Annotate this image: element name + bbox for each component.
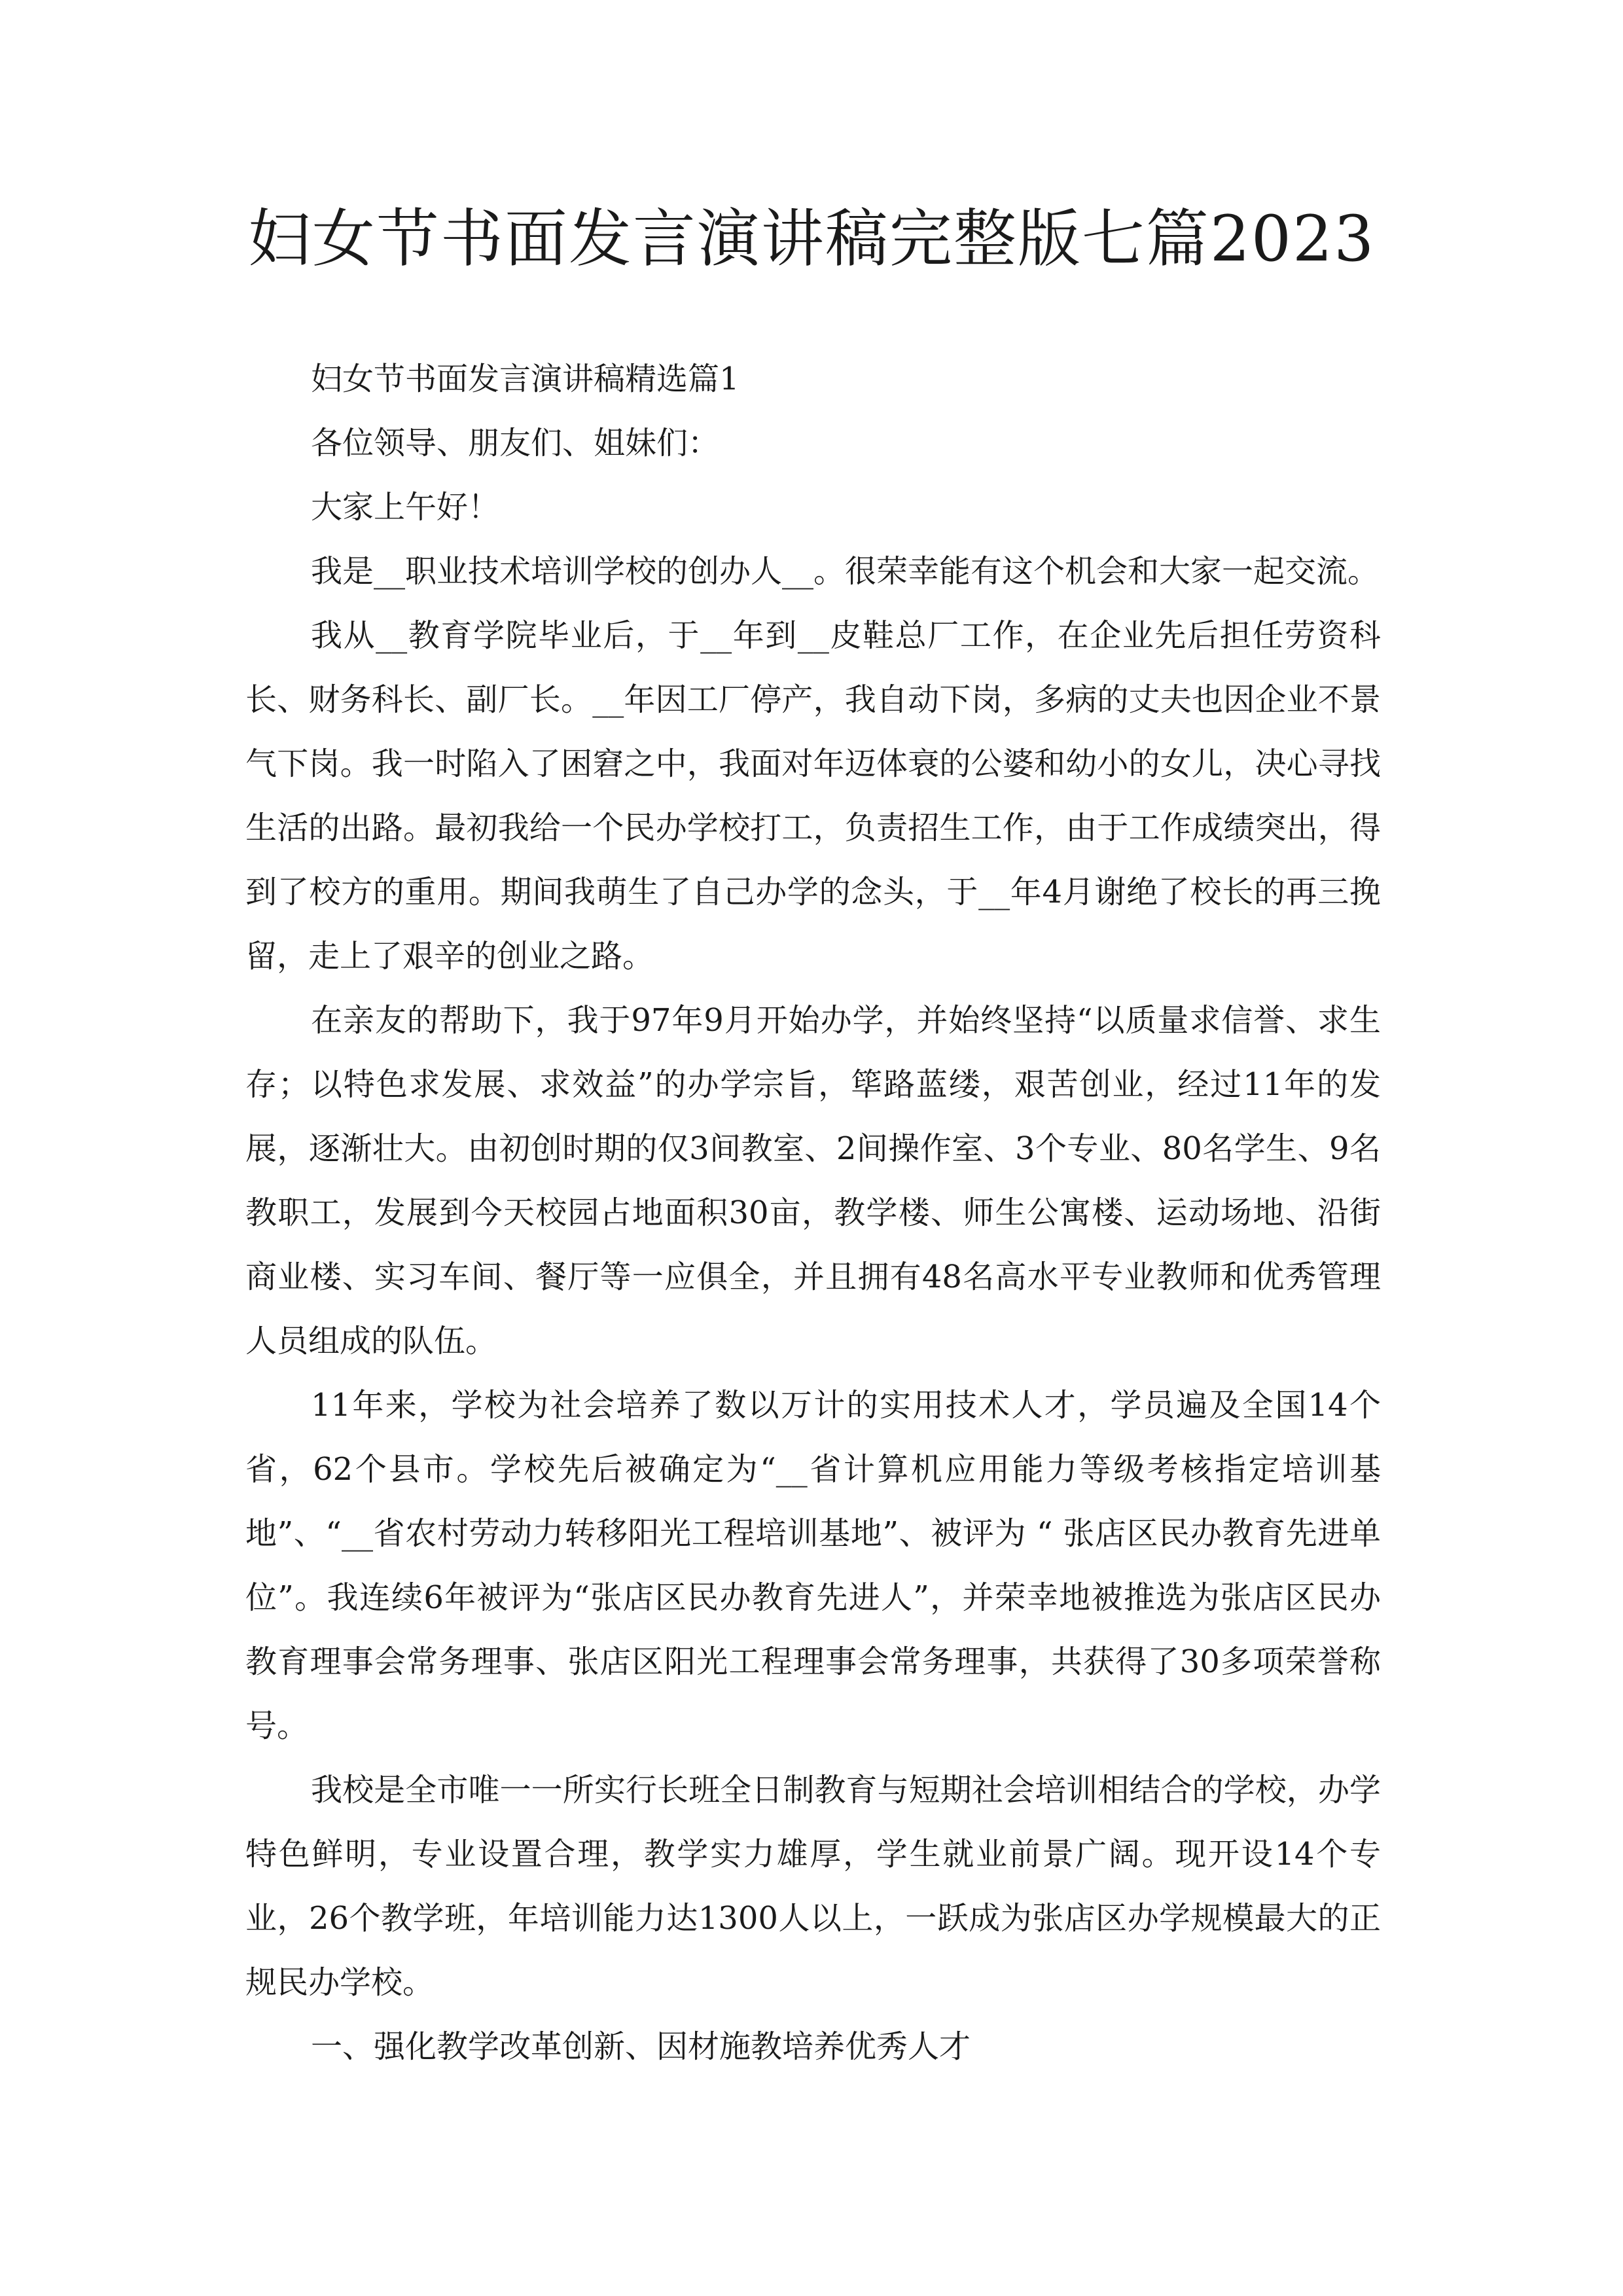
body-paragraph: 我校是全市唯一一所实行长班全日制教育与短期社会培训相结合的学校，办学特色鲜明，专业设置合理，教学实力雄厚，学生就业前景广阔。现开设14个专业，26个教学班，年培训能力达1300人以上，一跃成为张店区办学规模最大的正规民办学校。	[245, 1772, 1381, 2001]
body-paragraph: 在亲友的帮助下，我于97年9月开始办学，并始终坚持“以质量求信誉、求生存；以特色求发展、求效益”的办学宗旨，筚路蓝缕，艰苦创业，经过11年的发展，逐渐壮大。由初创时期的仅3间教室、2间操作室、3个专业、80名学生、9名教职工，发展到今天校园占地面积30亩，教学楼、师生公寓楼、运动场地、沿街商业楼、实习车间、餐厅等一应俱全，并且拥有48名高水平专业教师和优秀管理人员组成的队伍。	[245, 1002, 1381, 1359]
subsection-heading: 一、强化教学改革创新、因材施教培养优秀人才	[311, 2028, 971, 2065]
body-paragraph: 我从__教育学院毕业后，于__年到__皮鞋总厂工作，在企业先后担任劳资科长、财务科长、副厂长。__年因工厂停产，我自动下岗，多病的丈夫也因企业不景气下岗。我一时陷入了困窘之中，我面对年迈体衰的公婆和幼小的女儿，决心寻找生活的出路。最初我给一个民办学校打工，负责招生工作，由于工作成绩突出，得到了校方的重用。期间我萌生了自己办学的念头，于__年4月谢绝了校长的再三挽留，走上了艰辛的创业之路。	[245, 617, 1381, 975]
greeting: 大家上午好！	[311, 489, 500, 526]
salutation: 各位领导、朋友们、姐妹们：	[311, 425, 720, 461]
section-heading: 妇女节书面发言演讲稿精选篇1	[311, 361, 740, 397]
body-paragraph: 11年来，学校为社会培养了数以万计的实用技术人才，学员遍及全国14个省，62个县市。学校先后被确定为“__省计算机应用能力等级考核指定培训基地”、“__省农村劳动力转移阳光工程培训基地”、被评为 “ 张店区民办教育先进单位”。我连续6年被评为“张店区民办教育先进人”，并荣幸地被推选为张店区民办教育理事会常务理事、张店区阳光工程理事会常务理事，共获得了30多项荣誉称号。	[245, 1387, 1381, 1744]
body-paragraph: 我是__职业技术培训学校的创办人__。很荣幸能有这个机会和大家一起交流。	[311, 553, 1380, 590]
document-title: 妇女节书面发言演讲稿完整版七篇2023	[247, 202, 1376, 276]
document-body	[245, 347, 1381, 2079]
